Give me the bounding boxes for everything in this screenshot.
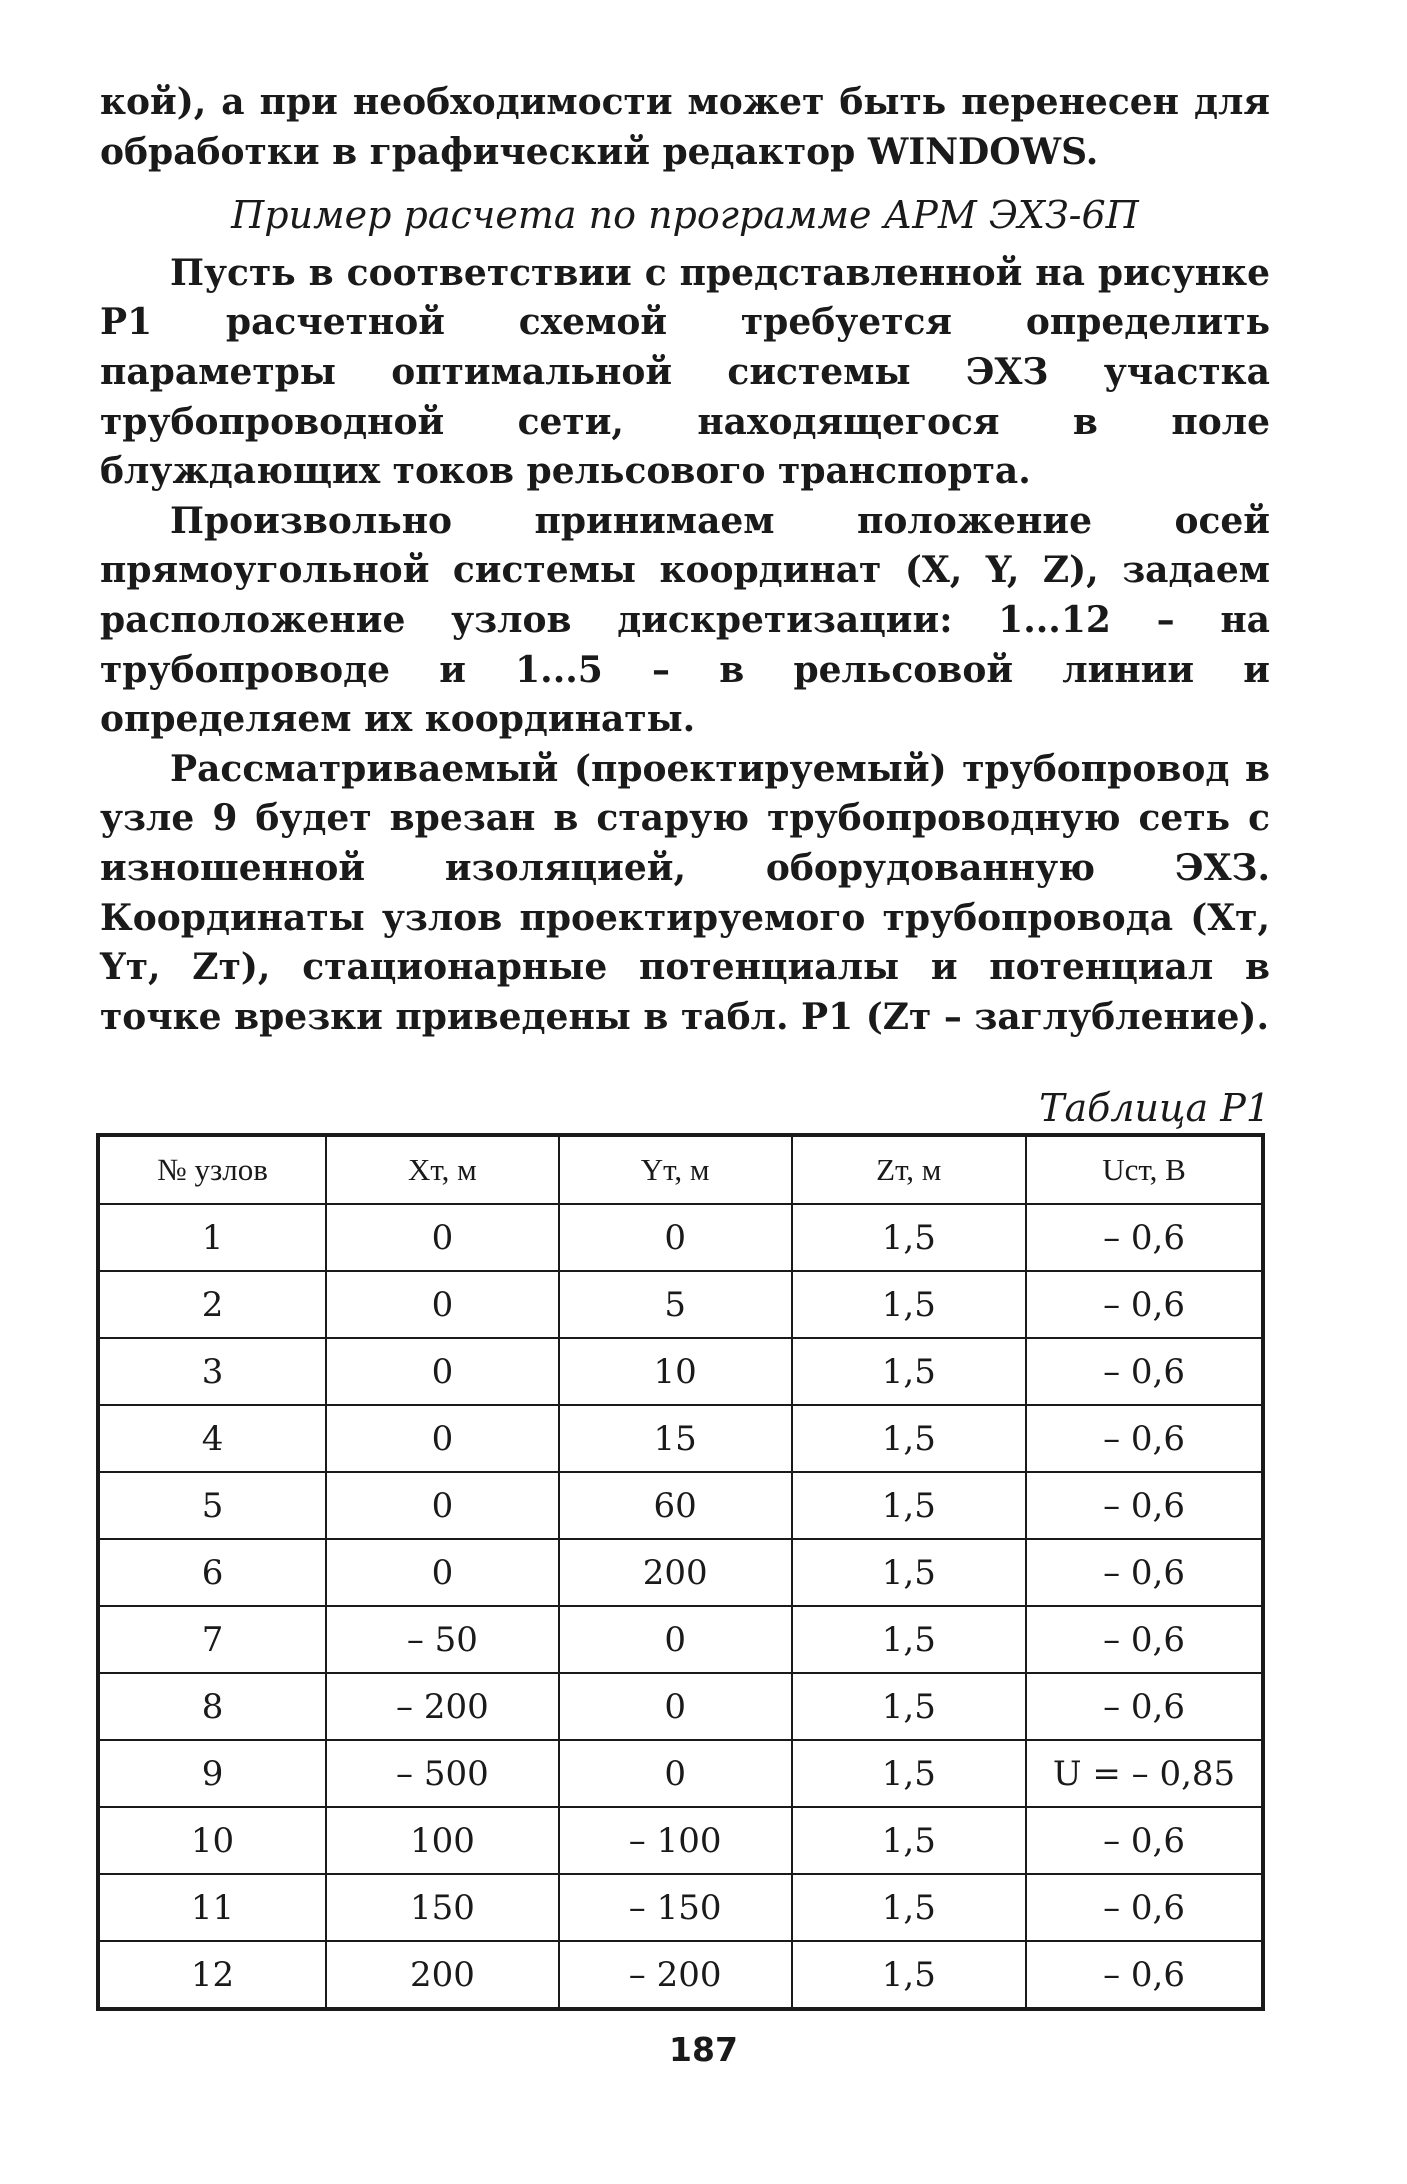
cell-node-number: 5 [98,1472,326,1539]
cell-z: 1,5 [792,1204,1027,1271]
cell-z: 1,5 [792,1606,1027,1673]
cell-x: 200 [326,1941,559,2009]
cell-u: – 0,6 [1026,1874,1263,1941]
cell-y: 60 [559,1472,792,1539]
data-table [96,1133,1265,2011]
cell-z: 1,5 [792,1539,1027,1606]
cell-y: 5 [559,1271,792,1338]
header-x: Xт, м [326,1135,559,1204]
cell-y: – 150 [559,1874,792,1941]
cell-x: 0 [326,1472,559,1539]
cell-u: – 0,6 [1026,1405,1263,1472]
page-number: 187 [669,2030,738,2069]
section-title: Пример расчета по программе АРМ ЭХЗ-6П [231,193,1139,238]
table-header-row [98,1135,1263,1204]
cell-node-number: 10 [98,1807,326,1874]
table-row [98,1472,1263,1539]
cell-x: – 500 [326,1740,559,1807]
cell-u: – 0,6 [1026,1204,1263,1271]
table-row [98,1204,1263,1271]
cell-z: 1,5 [792,1740,1027,1807]
cell-u: – 0,6 [1026,1338,1263,1405]
cell-x: 0 [326,1271,559,1338]
cell-node-number: 7 [98,1606,326,1673]
paragraph-1: Пусть в соответствии с представленной на рисунке Р1 расчетной схемой требуется определить параметры оптимальной системы ЭХЗ участка трубопроводной сети, находящегося в поле блуждающих токов рельсового транспорта. [100,251,1270,493]
cell-node-number: 2 [98,1271,326,1338]
cell-node-number: 3 [98,1338,326,1405]
table-row [98,1673,1263,1740]
table-caption: Таблица Р1 [1039,1086,1270,1131]
table-row [98,1338,1263,1405]
paragraph-3: Рассматриваемый (проектируемый) трубопровод в узле 9 будет врезан в старую трубопроводную сеть с изношенной изоляцией, оборудованную ЭХЗ. Координаты узлов проектируемого трубопровода (Xт, Yт, Zт), стационарные потенциалы и потенциал в точке врезки приведены в табл. Р1 (Zт – заглубление). [100,747,1270,1038]
table-row [98,1539,1263,1606]
cell-y: – 200 [559,1941,792,2009]
header-u: Uст, В [1026,1135,1263,1204]
table-row [98,1740,1263,1807]
table-row [98,1405,1263,1472]
cell-z: 1,5 [792,1405,1027,1472]
cell-u: – 0,6 [1026,1606,1263,1673]
cell-u: – 0,6 [1026,1673,1263,1740]
cell-u: – 0,6 [1026,1539,1263,1606]
cell-u: – 0,6 [1026,1941,1263,2009]
cell-node-number: 6 [98,1539,326,1606]
table-row [98,1874,1263,1941]
cell-node-number: 11 [98,1874,326,1941]
cell-x: 0 [326,1204,559,1271]
cell-node-number: 12 [98,1941,326,2009]
cell-x: 0 [326,1405,559,1472]
cell-u: – 0,6 [1026,1807,1263,1874]
cell-x: 150 [326,1874,559,1941]
cell-z: 1,5 [792,1338,1027,1405]
cell-node-number: 4 [98,1405,326,1472]
cell-x: 0 [326,1338,559,1405]
header-z: Zт, м [792,1135,1027,1204]
cell-u: – 0,6 [1026,1271,1263,1338]
cell-y: 10 [559,1338,792,1405]
cell-node-number: 1 [98,1204,326,1271]
cell-node-number: 9 [98,1740,326,1807]
cell-u: U = – 0,85 [1026,1740,1263,1807]
intro-paragraph: кой), а при необходимости может быть перенесен для обработки в графический редактор WINDOWS. [100,81,1270,173]
header-node-number: № узлов [98,1135,326,1204]
cell-y: 0 [559,1740,792,1807]
cell-y: – 100 [559,1807,792,1874]
cell-z: 1,5 [792,1271,1027,1338]
table-row [98,1271,1263,1338]
cell-x: 0 [326,1539,559,1606]
cell-y: 0 [559,1606,792,1673]
table-row [98,1606,1263,1673]
cell-y: 200 [559,1539,792,1606]
cell-u: – 0,6 [1026,1472,1263,1539]
cell-y: 0 [559,1204,792,1271]
cell-x: – 200 [326,1673,559,1740]
paragraph-2: Произвольно принимаем положение осей прямоугольной системы координат (X, Y, Z), задаем расположение узлов дискретизации: 1...12 – на трубопроводе и 1...5 – в рельсовой линии и определяем их координаты. [100,499,1270,741]
table-row [98,1941,1263,2009]
cell-z: 1,5 [792,1472,1027,1539]
cell-y: 0 [559,1673,792,1740]
table-row [98,1807,1263,1874]
cell-z: 1,5 [792,1673,1027,1740]
header-y: Yт, м [559,1135,792,1204]
page-body [100,78,1270,1166]
cell-z: 1,5 [792,1874,1027,1941]
cell-node-number: 8 [98,1673,326,1740]
cell-y: 15 [559,1405,792,1472]
cell-z: 1,5 [792,1807,1027,1874]
cell-z: 1,5 [792,1941,1027,2009]
cell-x: – 50 [326,1606,559,1673]
cell-x: 100 [326,1807,559,1874]
